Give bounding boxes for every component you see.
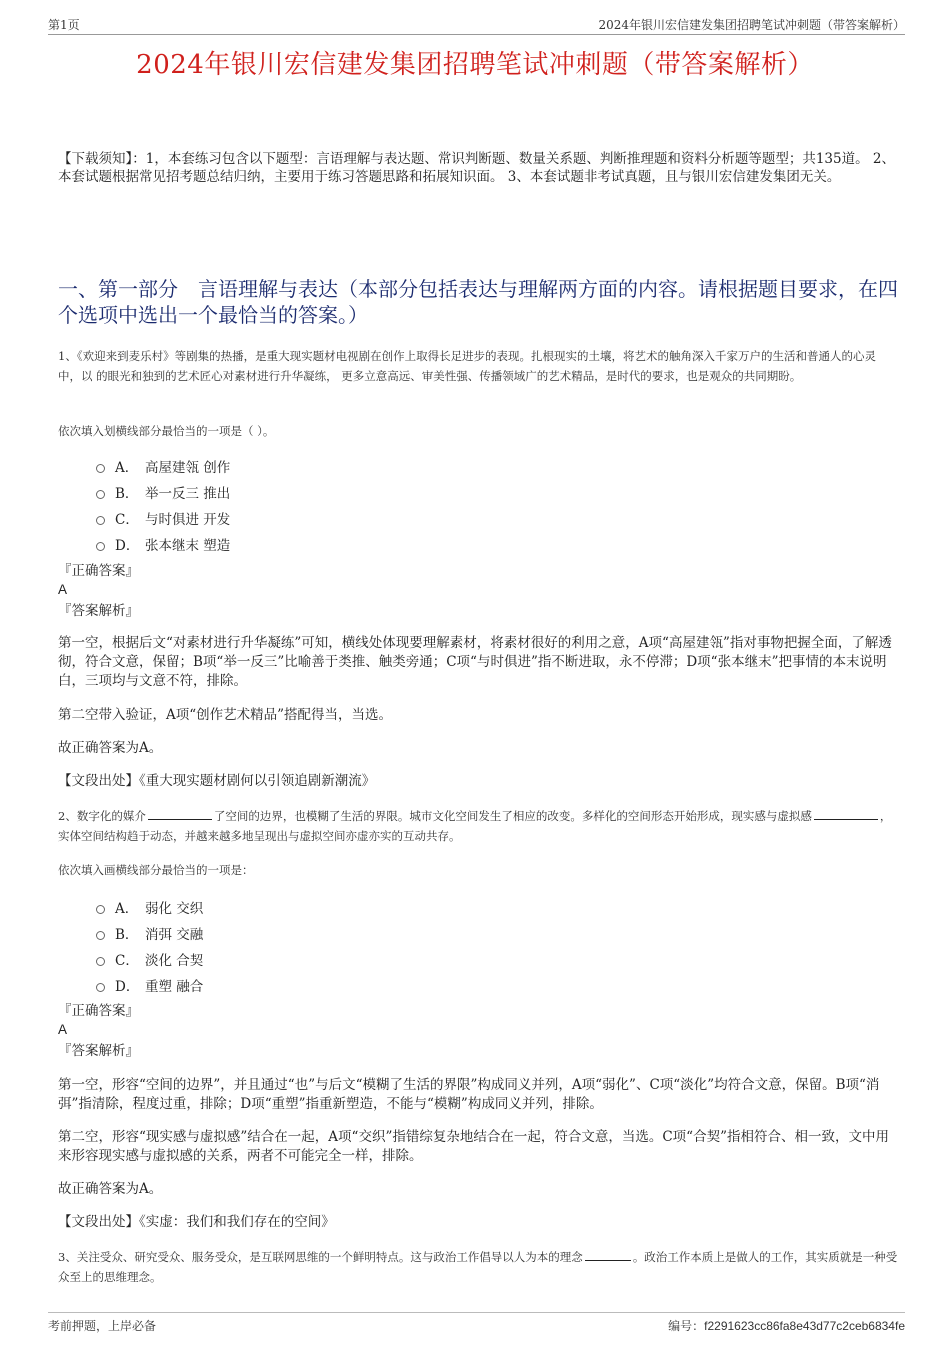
option-d[interactable]: D． 重塑 融合 [96, 972, 203, 998]
document-code: 编号：f2291623cc86fa8e43d77c2ceb6834fe [668, 1319, 905, 1333]
option-d[interactable]: D． 张本继末 塑造 [96, 531, 230, 557]
analysis-conclusion: 故正确答案为A。 [58, 740, 163, 756]
radio-icon[interactable] [96, 542, 105, 551]
question-2-options [96, 894, 203, 998]
fill-blank [814, 807, 878, 820]
radio-icon[interactable] [96, 931, 105, 940]
document-title: 2024年银川宏信建发集团招聘笔试冲刺题（带答案解析） [136, 50, 814, 80]
option-a[interactable]: A． 高屋建瓴 创作 [96, 453, 230, 479]
analysis-paragraph: 第二空带入验证，A项“创作艺术精品”搭配得当，当选。 [58, 707, 393, 723]
analysis-conclusion: 故正确答案为A。 [58, 1181, 163, 1197]
answer-value: A [58, 582, 68, 597]
radio-icon[interactable] [96, 490, 105, 499]
download-notice: 【下载须知】：1，本套练习包含以下题型：言语理解与表达题、常识判断题、数量关系题、判断推理题和资料分析题等题型；共135道。 2、本套试题根据常见招考题总结归纳，主要用于练习答题思路和拓展知识面。 3、本套试题非考试真题，且与银川宏信建发集团无关。 [58, 151, 895, 185]
analysis-label: 『答案解析』 [58, 1043, 139, 1059]
analysis-paragraph: 第二空，形容“现实感与虚拟感”结合在一起，A项“交织”指错综复杂地结合在一起，符合文意，当选。C项“合契”指相符合、相一致，文中用来形容现实感与虚拟感的关系，两者不可能完全一样，排除。 [58, 1129, 889, 1164]
running-title: 2024年银川宏信建发集团招聘笔试冲刺题（带答案解析） [598, 18, 905, 32]
radio-icon[interactable] [96, 464, 105, 473]
analysis-paragraph: 第一空，形容“空间的边界”，并且通过“也”与后文“模糊了生活的界限”构成同义并列，A项“弱化”、C项“淡化”均符合文意，保留。B项“消弭”指清除，程度过重，排除；D项“重塑”指重新塑造，不能与“模糊”构成同义并列，排除。 [58, 1077, 880, 1112]
answer-value: A [58, 1022, 68, 1037]
question-1-prompt: 依次填入划横线部分最恰当的一项是（ ）。 [58, 424, 275, 438]
page-number: 第1页 [48, 18, 80, 32]
question-2-stem: 2、数字化的媒介 了空间的边界，也模糊了生活的界限。城市文化空间发生了相应的改变。多样化的空间形态开始形成，现实感与虚拟感 ，实体空间结构趋于动态，并越来越多地呈现出与虚拟空间亦虚亦实的互动共存。 [58, 809, 892, 843]
radio-icon[interactable] [96, 516, 105, 525]
analysis-paragraph: 第一空，根据后文“对素材进行升华凝练”可知，横线处体现要理解素材，将素材很好的利用之意，A项“高屋建瓴”指对事物把握全面，了解透彻，符合文意，保留；B项“举一反三”比喻善于类推、触类旁通；C项“与时俱进”指不断进取，永不停滞；D项“张本继末”把事情的本末说明白，三项均与文意不符，排除。 [58, 635, 892, 689]
option-b[interactable]: B． 消弭 交融 [96, 920, 203, 946]
page-header [48, 14, 905, 35]
source-reference: 【文段出处】《实虚：我们和我们存在的空间》 [58, 1214, 335, 1230]
radio-icon[interactable] [96, 905, 105, 914]
question-1-options [96, 453, 230, 557]
question-2-prompt: 依次填入画横线部分最恰当的一项是： [58, 863, 254, 877]
radio-icon[interactable] [96, 983, 105, 992]
question-3-stem: 3、关注受众、研究受众、服务受众，是互联网思维的一个鲜明特点。这与政治工作倡导以人为本的理念 。政治工作本质上是做人的工作，其实质就是一种受众至上的思维理念。 [58, 1250, 898, 1284]
fill-blank [148, 807, 212, 820]
radio-icon[interactable] [96, 957, 105, 966]
analysis-label: 『答案解析』 [58, 603, 139, 619]
source-reference: 【文段出处】《重大现实题材剧何以引领追剧新潮流》 [58, 773, 376, 789]
answer-label: 『正确答案』 [58, 1003, 139, 1019]
page-footer [48, 1312, 905, 1335]
fill-blank [585, 1248, 631, 1261]
question-1-stem: 1、《欢迎来到麦乐村》等剧集的热播，是重大现实题材电视剧在创作上取得长足进步的表现。扎根现实的土壤，将艺术的触角深入千家万户的生活和普通人的心灵中，以 的眼光和独到的艺术匠心对素材进行升华凝练， 更多立意高远、审美性强、传播领域广的艺术精品，是时代的要求，也是观众的共同期盼。 [58, 349, 877, 383]
option-b[interactable]: B． 举一反三 推出 [96, 479, 230, 505]
option-a[interactable]: A． 弱化 交织 [96, 894, 203, 920]
answer-label: 『正确答案』 [58, 563, 139, 579]
section-heading: 一、第一部分 言语理解与表达（本部分包括表达与理解两方面的内容。请根据题目要求，在四个选项中选出一个最恰当的答案。） [58, 277, 898, 327]
option-c[interactable]: C． 与时俱进 开发 [96, 505, 230, 531]
option-c[interactable]: C． 淡化 合契 [96, 946, 203, 972]
footer-slogan: 考前押题，上岸必备 [48, 1319, 157, 1333]
